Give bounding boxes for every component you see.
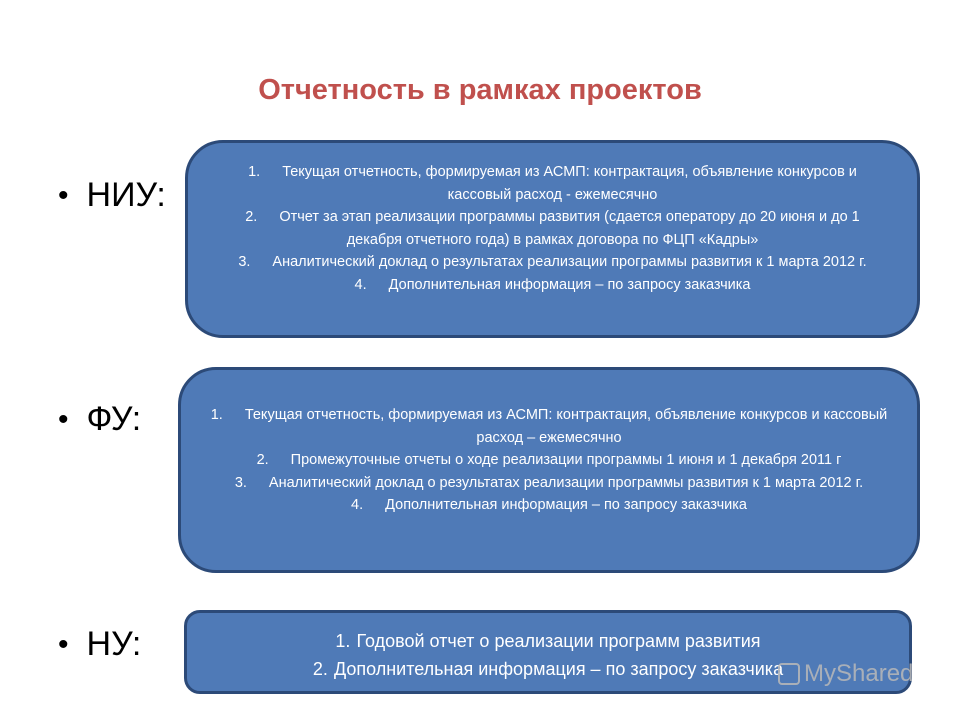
bullet-niu xyxy=(58,176,166,215)
bullet-dot: • xyxy=(58,402,69,436)
bullet-label: НУ: xyxy=(86,625,142,663)
niu-reporting-box xyxy=(185,140,920,338)
list-item: 1. Годовой отчет о реализации программ развития xyxy=(335,631,761,651)
list-item: 4. Дополнительная информация – по запросу заказчика xyxy=(351,497,747,513)
list-item: 3. Аналитический доклад о результатах реализации программы развития к 1 марта 2012 г. xyxy=(234,474,864,491)
bullet-fu xyxy=(58,400,141,439)
list-item: 3. Аналитический доклад о результатах реализации программы развития к 1 марта 2012 г. xyxy=(238,254,867,270)
fu-reporting-box xyxy=(178,367,920,573)
list-item: 1. Текущая отчетность, формируемая из АСМП: контрактация, объявление конкурсов и кассовый расход – ежемесячно xyxy=(210,407,888,446)
list-item: 1. Текущая отчетность, формируемая из АСМП: контрактация, объявление конкурсов и кассовый расход - ежемесячно xyxy=(248,164,857,203)
bullet-nu xyxy=(58,625,141,664)
bullet-label: ФУ: xyxy=(86,400,142,438)
watermark xyxy=(778,660,913,688)
slide-title: Отчетность в рамках проектов xyxy=(258,74,702,106)
list-item: 4. Дополнительная информация – по запросу заказчика xyxy=(354,276,751,293)
list-item: 2. Отчет за этап реализации программы развития (сдается оператору до 20 июня и до 1 декабря отчетного года) в рамках договора по ФЦП «Кадры» xyxy=(245,209,860,248)
watermark-text: MyShared xyxy=(804,660,914,687)
list-item: 2. Дополнительная информация – по запросу заказчика xyxy=(312,659,784,679)
bullet-dot: • xyxy=(58,627,69,661)
bullet-dot: • xyxy=(58,178,69,212)
list-item: 2. Промежуточные отчеты о ходе реализации программы 1 июня и 1 декабря 2011 г xyxy=(256,452,842,468)
myshared-logo-icon xyxy=(778,663,800,685)
bullet-label: НИУ: xyxy=(86,176,166,214)
